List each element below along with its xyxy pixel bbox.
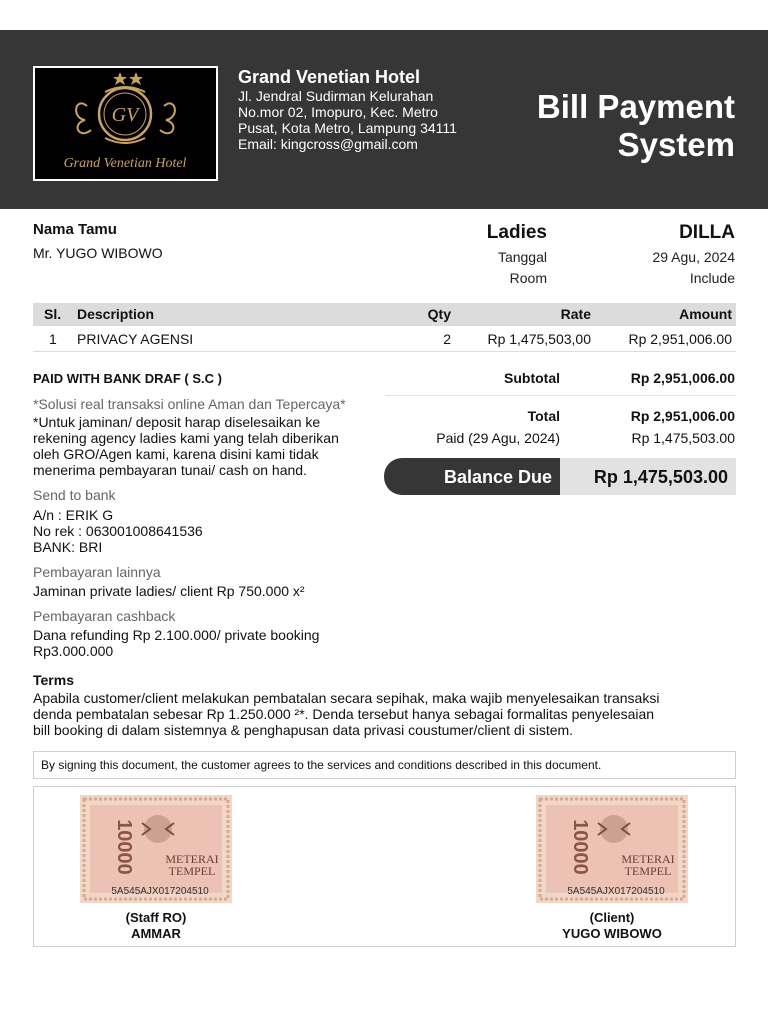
signature-section <box>33 786 736 947</box>
cashback-line: Rp3.000.000 <box>33 643 114 659</box>
svg-text:10000: 10000 <box>113 819 135 875</box>
date-value: 29 Agu, 2024 <box>652 249 735 265</box>
cashback-label: Pembayaran cashback <box>33 608 176 624</box>
staff-name: AMMAR <box>131 926 181 941</box>
header-amount: Amount <box>679 306 732 322</box>
terms-title: Terms <box>33 672 74 688</box>
row-qty: 2 <box>443 331 451 347</box>
items-table-header <box>33 303 736 326</box>
ladies-name: DILLA <box>679 222 735 243</box>
other-payment-text: Jaminan private ladies/ client Rp 750.000 x² <box>33 583 305 599</box>
balance-due-label-box <box>384 458 560 495</box>
table-row <box>33 327 736 352</box>
hotel-email: Email: kingcross@gmail.com <box>238 136 418 152</box>
svg-text:METERAI: METERAI <box>165 852 219 866</box>
header-description: Description <box>77 306 155 322</box>
logo-text: Grand Venetian Hotel <box>63 156 187 171</box>
hotel-info <box>238 66 457 152</box>
date-label: Tanggal <box>497 249 547 265</box>
bank-account-number: No rek : 063001008641536 <box>33 523 203 539</box>
document-title-line: Bill Payment <box>536 88 735 125</box>
hotel-logo <box>33 66 218 181</box>
summary-divider <box>385 395 736 396</box>
paid-with-label: PAID WITH BANK DRAF ( S.C ) <box>33 371 222 386</box>
tagline: *Solusi real transaksi online Aman dan Tepercaya* <box>33 396 346 412</box>
send-to-bank-label: Send to bank <box>33 487 116 503</box>
bank-details <box>33 507 383 555</box>
hotel-address-line: Pusat, Kota Metro, Lampung 34111 <box>238 120 457 136</box>
deposit-note-line: rekening agency ladies kami yang telah diberikan <box>33 430 339 446</box>
svg-text:TEMPEL: TEMPEL <box>624 864 672 878</box>
balance-due-value-box <box>560 458 736 495</box>
svg-text:5A545AJX017204510: 5A545AJX017204510 <box>567 886 665 897</box>
hotel-name: Grand Venetian Hotel <box>238 67 421 87</box>
header-sl: Sl. <box>44 306 62 322</box>
cashback-text <box>33 627 383 659</box>
hotel-address-line: Jl. Jendral Sudirman Kelurahan <box>238 88 434 104</box>
terms-text <box>33 690 738 738</box>
paid-value: Rp 1,475,503.00 <box>631 430 735 446</box>
document-title <box>475 88 735 164</box>
subtotal-label: Subtotal <box>504 370 560 386</box>
staff-role: (Staff RO) <box>125 910 187 925</box>
balance-due-value: Rp 1,475,503.00 <box>593 467 728 487</box>
header-rate: Rate <box>560 306 591 322</box>
row-sl: 1 <box>49 331 57 347</box>
row-description: PRIVACY AGENSI <box>77 331 194 347</box>
deposit-note-line: menerima pembayaran tunai/ cash on hand. <box>33 462 307 478</box>
total-value: Rp 2,951,006.00 <box>630 408 735 424</box>
cashback-line: Dana refunding Rp 2.100.000/ private booking <box>33 627 320 643</box>
hotel-address-line: No.mor 02, Imopuro, Kec. Metro <box>238 104 438 120</box>
terms-line: Apabila customer/client melakukan pembatalan secara sepihak, maka wajib menyelesaikan transaksi <box>33 690 660 706</box>
paid-label: Paid (29 Agu, 2024) <box>436 430 560 446</box>
terms-line: bill booking di dalam sistemnya & penghapusan data privasi coustumer/client di sistem. <box>33 722 574 738</box>
client-role: (Client) <box>589 910 635 925</box>
deposit-note-line: oleh GRO/Agen kami, karena disini kami tidak <box>33 446 319 462</box>
total-label: Total <box>527 408 560 424</box>
guest-label: Nama Tamu <box>33 221 117 238</box>
svg-text:5A545AJX017204510: 5A545AJX017204510 <box>111 886 209 897</box>
row-amount: Rp 2,951,006.00 <box>628 331 732 347</box>
header-qty: Qty <box>427 306 451 322</box>
subtotal-value: Rp 2,951,006.00 <box>630 370 735 386</box>
room-value: Include <box>689 270 735 286</box>
bank-name: BANK: BRI <box>33 539 103 555</box>
document-header <box>0 30 768 209</box>
svg-text:10000: 10000 <box>569 819 591 875</box>
room-label: Room <box>509 270 547 286</box>
document-title-line: System <box>617 126 735 163</box>
ladies-label: Ladies <box>486 222 547 243</box>
client-name: YUGO WIBOWO <box>562 926 662 941</box>
other-payment-label: Pembayaran lainnya <box>33 564 161 580</box>
deposit-note-line: *Untuk jaminan/ deposit harap diselesaikan ke <box>33 414 321 430</box>
agreement-notice: By signing this document, the customer agrees to the services and conditions described in this document. <box>33 751 736 779</box>
svg-text:METERAI: METERAI <box>621 852 675 866</box>
bank-account-name: A/n : ERIK G <box>33 507 114 523</box>
stamp-duty-icon <box>80 795 232 903</box>
guest-name: Mr. YUGO WIBOWO <box>33 245 163 261</box>
terms-line: denda pembatalan sebesar Rp 1.250.000 ²*. Denda tersebut hanya sebagai formalitas penyelesaian <box>33 706 655 722</box>
row-rate: Rp 1,475,503,00 <box>487 331 591 347</box>
balance-due-bar <box>384 458 736 495</box>
deposit-note <box>33 414 383 478</box>
balance-due-label: Balance Due <box>443 467 552 487</box>
stamp-duty-icon <box>536 795 688 903</box>
logo-monogram: GV <box>111 104 139 126</box>
svg-text:TEMPEL: TEMPEL <box>168 864 216 878</box>
hotel-logo-graphic <box>35 68 216 179</box>
